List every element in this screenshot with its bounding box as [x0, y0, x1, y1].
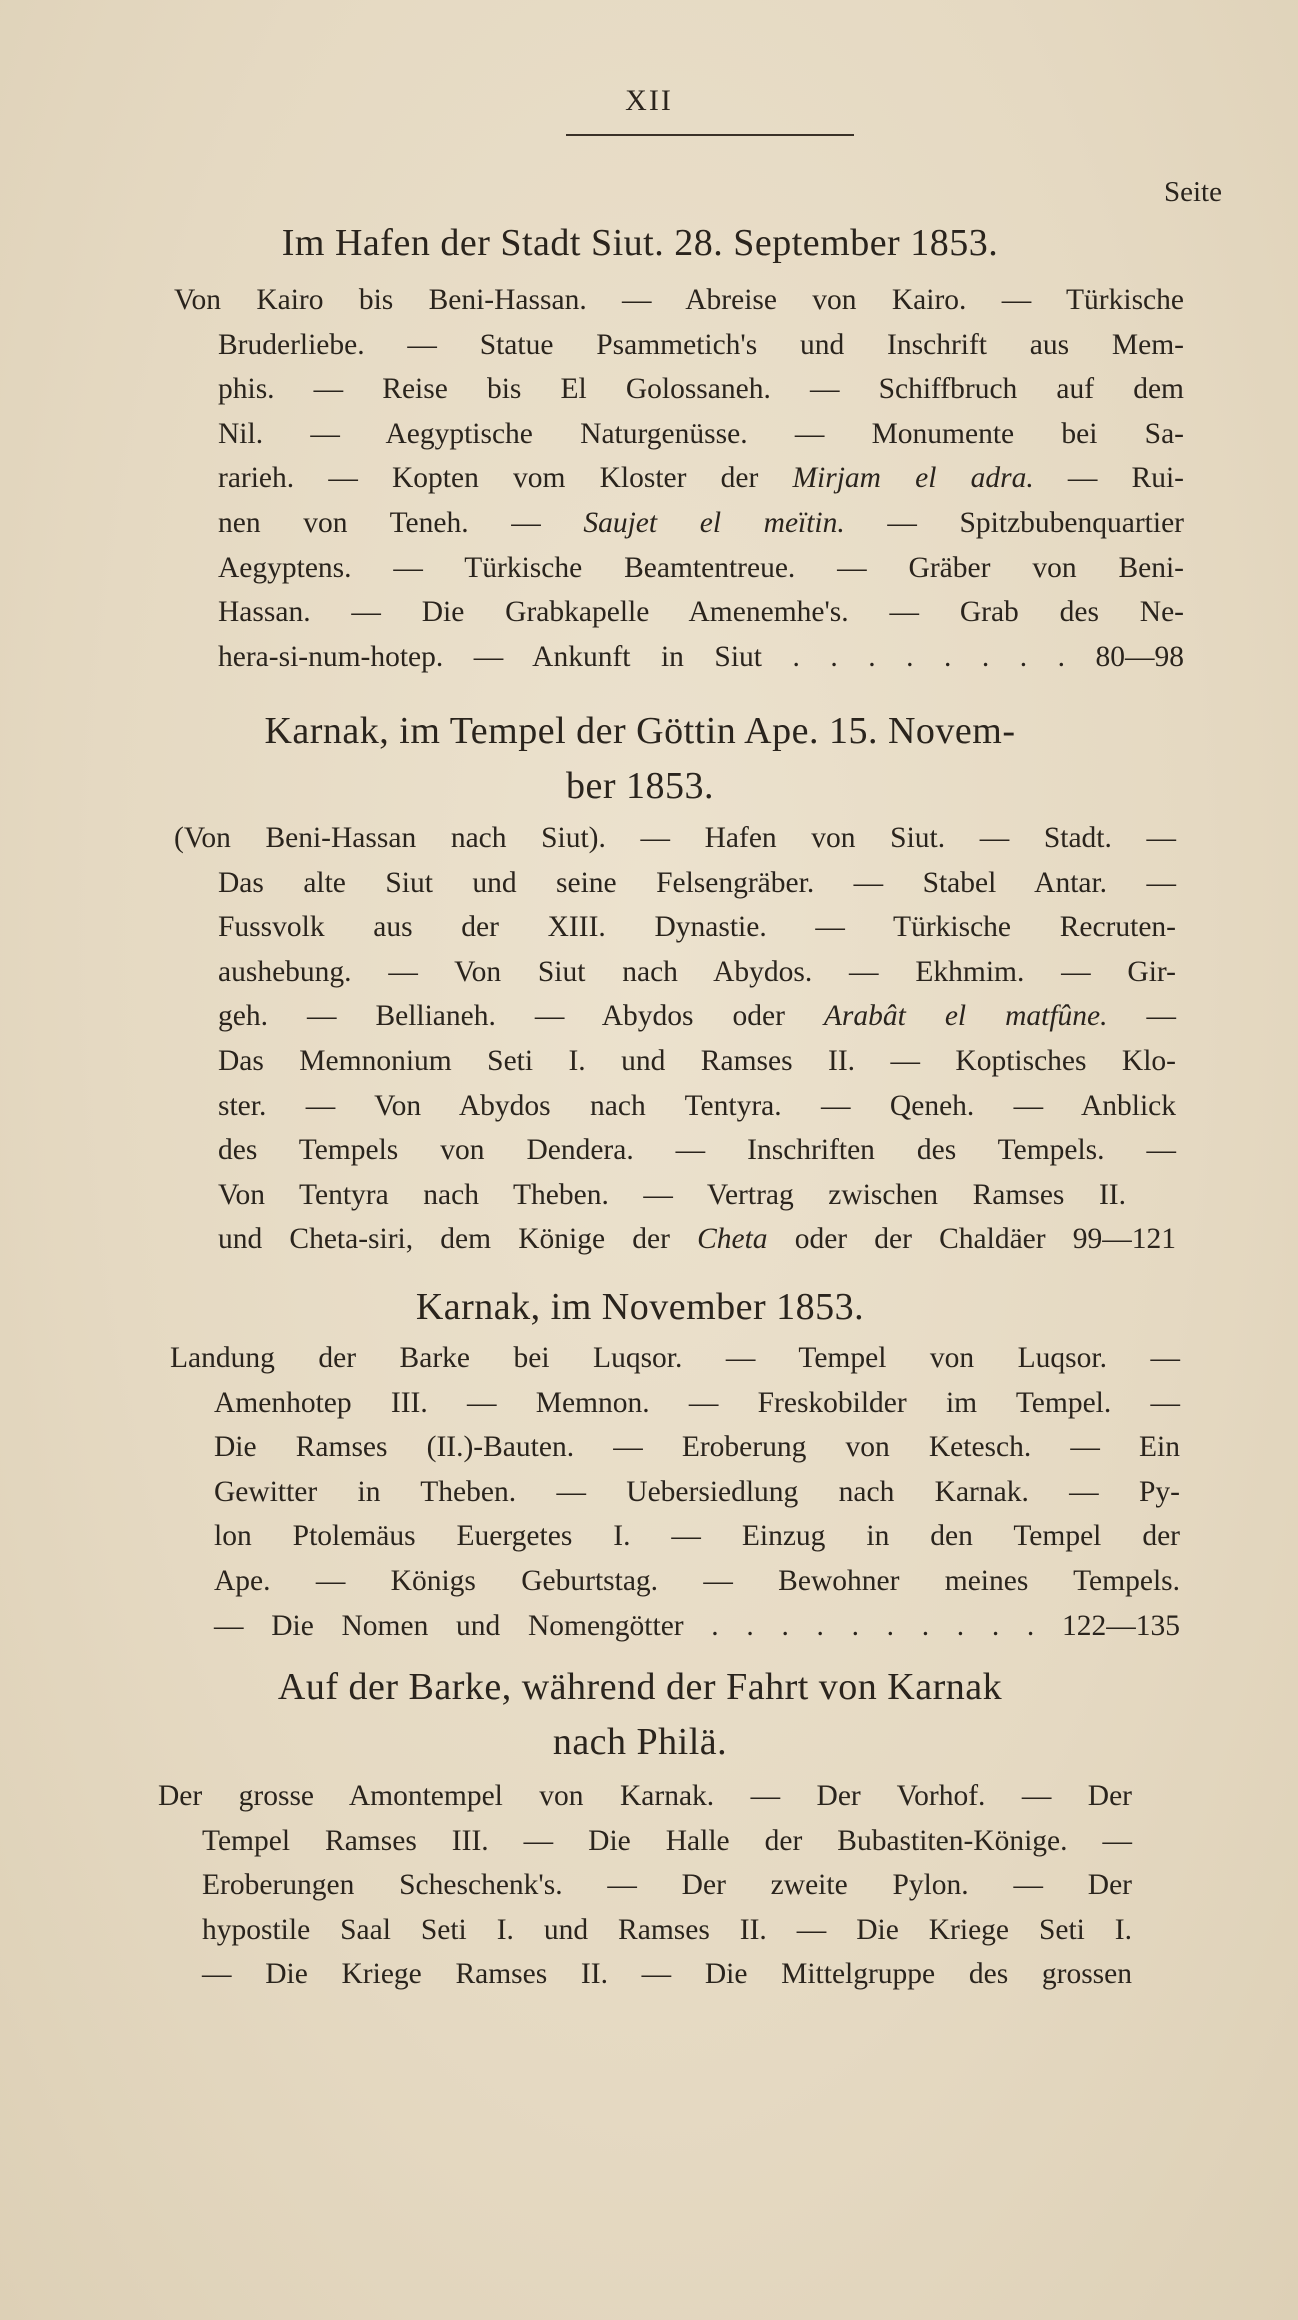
italic-term: Saujet el meïtin. — [583, 506, 845, 539]
entry-line — [174, 994, 1176, 1039]
section-entry-3 — [170, 1336, 1180, 1648]
entry-line: Nil. — Aegyptische Naturgenüsse. — Monumente bei Sa- — [218, 417, 1184, 450]
entry-line: ster. — Von Abydos nach Tentyra. — Qeneh. — Anblick — [218, 1089, 1176, 1122]
text-run: und Cheta-siri, dem Könige der — [218, 1223, 698, 1256]
entry-line: Gewitter in Theben. — Uebersiedlung nach Karnak. — Py- — [214, 1475, 1180, 1508]
italic-term: Arabât el matfûne. — [823, 1000, 1108, 1033]
text-run: — — [1107, 1000, 1177, 1033]
italic-term: Mirjam el adra. — [792, 462, 1034, 495]
entry-line: Die Ramses (II.)-Bauten. — Eroberung von Ketesch. — Ein — [214, 1431, 1180, 1464]
heading-line: Karnak, im Tempel der Göttin Ape. 15. Novem- — [264, 710, 1016, 752]
section-entry-4 — [158, 1774, 1132, 1997]
entry-line: Eroberungen Scheschenk's. — Der zweite Pylon. — Der — [202, 1869, 1132, 1902]
entry-line: des Tempels von Dendera. — Inschriften des Tempels. — — [218, 1134, 1176, 1167]
text-run: geh. — Bellianeh. — Abydos oder — [218, 1000, 824, 1033]
entry-line: Landung der Barke bei Luqsor. — Tempel von Luqsor. — — [170, 1342, 1180, 1374]
entry-line — [174, 1217, 1176, 1262]
section-heading-4 — [150, 1660, 1130, 1770]
page-number: XII — [625, 84, 673, 117]
entry-line: lon Ptolemäus Euergetes I. — Einzug in den Tempel der — [214, 1520, 1180, 1553]
entry-line: Das alte Siut und seine Felsengräber. — Stabel Antar. — — [218, 866, 1176, 899]
entry-line: Amenhotep III. — Memnon. — Freskobilder im Tempel. — — [214, 1386, 1180, 1419]
entry-line: phis. — Reise bis El Golossaneh. — Schiffbruch auf dem — [218, 373, 1184, 406]
entry-line: Aegyptens. — Türkische Beamtentreue. — Gräber von Beni- — [218, 551, 1184, 584]
section-entry-2 — [174, 816, 1176, 1262]
heading-line: nach Philä. — [552, 1721, 728, 1763]
heading-line: Im Hafen der Stadt Siut. 28. September 1853. — [281, 222, 999, 264]
entry-line — [174, 456, 1184, 501]
italic-term: Cheta — [697, 1223, 768, 1256]
text-run: — Rui- — [1033, 462, 1184, 495]
entry-line: Hassan. — Die Grabkapelle Amenemhe's. — Grab des Ne- — [218, 596, 1184, 629]
entry-line: Bruderliebe. — Statue Psammetich's und Inschrift aus Mem- — [218, 328, 1184, 361]
text-run: rarieh. — Kopten vom Kloster der — [218, 462, 793, 495]
text-run: — Spitzbubenquartier — [844, 506, 1184, 539]
entry-line: Tempel Ramses III. — Die Halle der Bubastiten-Könige. — — [202, 1824, 1132, 1857]
entry-line: Fussvolk aus der XIII. Dynastie. — Türkische Recruten- — [218, 911, 1176, 944]
heading-line: ber 1853. — [565, 765, 715, 807]
section-entry-1 — [174, 278, 1184, 679]
heading-line: Karnak, im November 1853. — [415, 1286, 865, 1328]
section-heading-1 — [150, 216, 1130, 271]
heading-line: Auf der Barke, während der Fahrt von Karnak — [277, 1666, 1003, 1708]
entry-line — [174, 501, 1184, 546]
text-run: oder der Chaldäer 99—121 — [767, 1223, 1176, 1256]
page-column-label: Seite — [1164, 176, 1222, 208]
header-rule — [566, 134, 854, 136]
section-heading-2 — [150, 704, 1130, 814]
entry-line: Von Tentyra nach Theben. — Vertrag zwischen Ramses II. — [218, 1178, 1126, 1211]
entry-line: Der grosse Amontempel von Karnak. — Der Vorhof. — Der — [158, 1780, 1132, 1812]
entry-line: hera-si-num-hotep. — Ankunft in Siut . . . . . . . . 80—98 — [218, 640, 1184, 673]
entry-line: Von Kairo bis Beni-Hassan. — Abreise von Kairo. — Türkische — [174, 284, 1184, 316]
entry-line: Das Memnonium Seti I. und Ramses II. — Koptisches Klo- — [218, 1044, 1176, 1077]
entry-line: (Von Beni-Hassan nach Siut). — Hafen von Siut. — Stadt. — — [174, 822, 1176, 854]
entry-line: — Die Nomen und Nomengötter . . . . . . . . . . 122—135 — [214, 1609, 1180, 1642]
text-run: nen von Teneh. — — [218, 506, 584, 539]
section-heading-3 — [150, 1280, 1130, 1335]
entry-line: Ape. — Königs Geburtstag. — Bewohner meines Tempels. — [214, 1564, 1180, 1597]
entry-line: hypostile Saal Seti I. und Ramses II. — Die Kriege Seti I. — [202, 1913, 1132, 1946]
entry-line: aushebung. — Von Siut nach Abydos. — Ekhmim. — Gir- — [218, 955, 1176, 988]
entry-line: — Die Kriege Ramses II. — Die Mittelgruppe des grossen — [202, 1958, 1132, 1991]
